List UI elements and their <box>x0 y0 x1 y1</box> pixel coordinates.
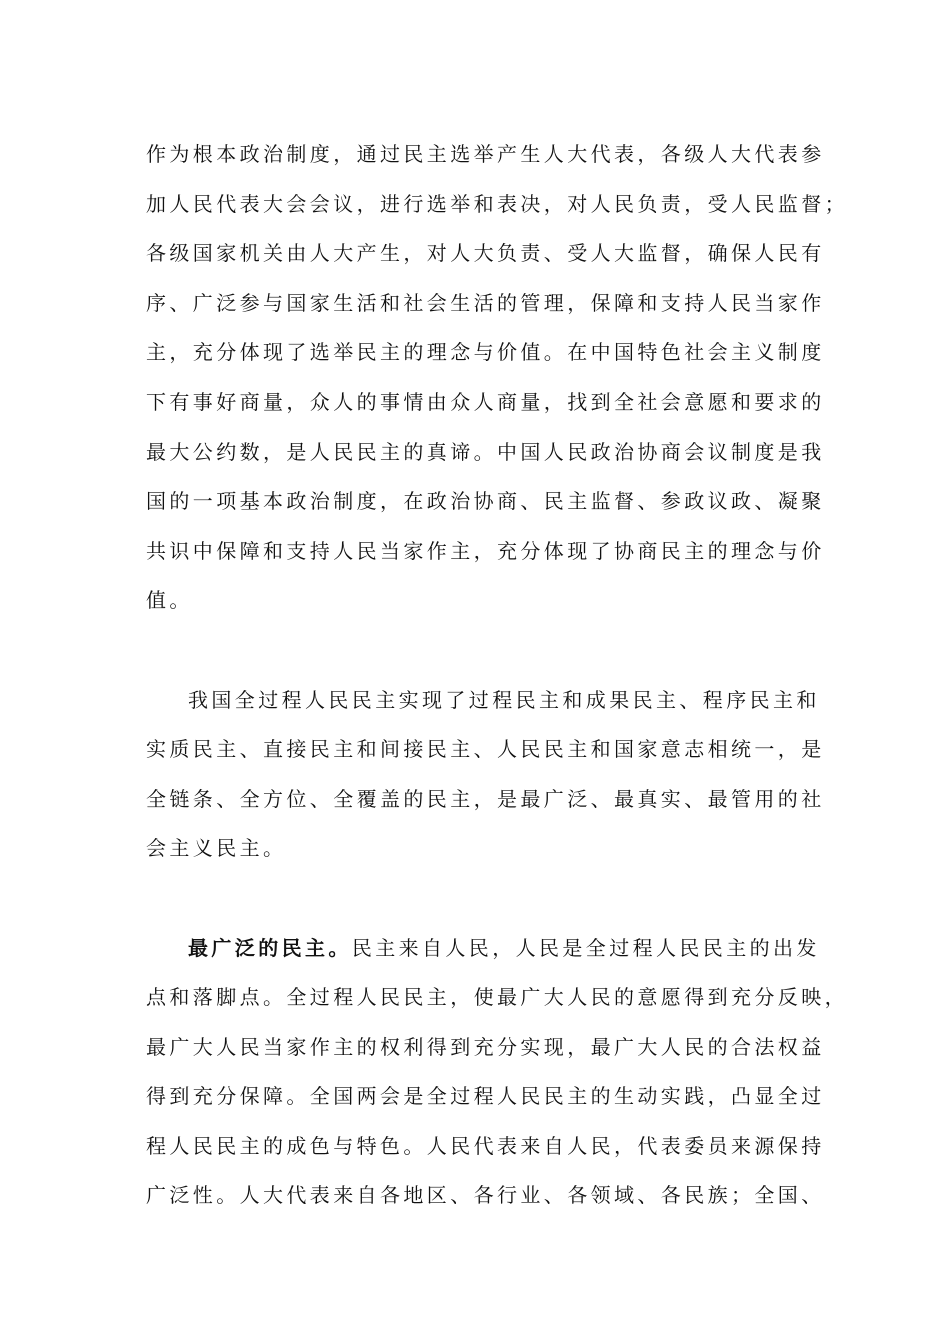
text-line: 加人民代表大会会议，进行选举和表决，对人民负责，受人民监督； <box>146 191 848 216</box>
paragraph-1 <box>146 130 848 626</box>
text-line: 序、广泛参与国家生活和社会生活的管理，保障和支持人民当家作 <box>146 290 825 315</box>
document-body <box>146 130 848 1221</box>
text-line: 得到充分保障。全国两会是全过程人民民主的生动实践，凸显全过 <box>146 1084 825 1109</box>
text-line: 值。 <box>146 588 193 613</box>
paragraph-2 <box>146 676 826 874</box>
text-line: 下有事好商量，众人的事情由众人商量，找到全社会意愿和要求的 <box>146 389 825 414</box>
text-line <box>146 924 826 974</box>
text-line: 国的一项基本政治制度，在政治协商、民主监督、参政议政、凝聚 <box>146 489 825 514</box>
text-line: 作为根本政治制度，通过民主选举产生人大代表，各级人大代表参 <box>146 142 825 166</box>
text-line: 我国全过程人民民主实现了过程民主和成果民主、程序民主和 <box>188 687 820 712</box>
paragraph-3 <box>146 924 848 1222</box>
text-run: 民主来自人民，人民是全过程人民民主的出发 <box>351 935 820 960</box>
paragraph-spacer <box>146 626 826 676</box>
text-line: 程人民民主的成色与特色。人民代表来自人民，代表委员来源保持 <box>146 1133 825 1158</box>
text-line: 广泛性。人大代表来自各地区、各行业、各领域、各民族；全国、 <box>146 1183 825 1208</box>
paragraph-spacer <box>146 874 826 924</box>
text-line: 点和落脚点。全过程人民民主，使最广大人民的意愿得到充分反映， <box>146 985 848 1010</box>
text-line: 实质民主、直接民主和间接民主、人民民主和国家意志相统一，是 <box>146 737 825 762</box>
text-line: 最广大人民当家作主的权利得到充分实现，最广大人民的合法权益 <box>146 1034 825 1059</box>
text-line: 最大公约数，是人民民主的真谛。中国人民政治协商会议制度是我 <box>146 439 825 464</box>
text-line: 全链条、全方位、全覆盖的民主，是最广泛、最真实、最管用的社 <box>146 786 825 811</box>
text-line: 主，充分体现了选举民主的理念与价值。在中国特色社会主义制度 <box>146 340 825 365</box>
text-line: 共识中保障和支持人民当家作主，充分体现了协商民主的理念与价 <box>146 538 825 563</box>
paragraph-heading: 最广泛的民主。 <box>188 935 352 960</box>
text-line: 会主义民主。 <box>146 836 287 861</box>
text-line: 各级国家机关由人大产生，对人大负责、受人大监督，确保人民有 <box>146 241 825 266</box>
